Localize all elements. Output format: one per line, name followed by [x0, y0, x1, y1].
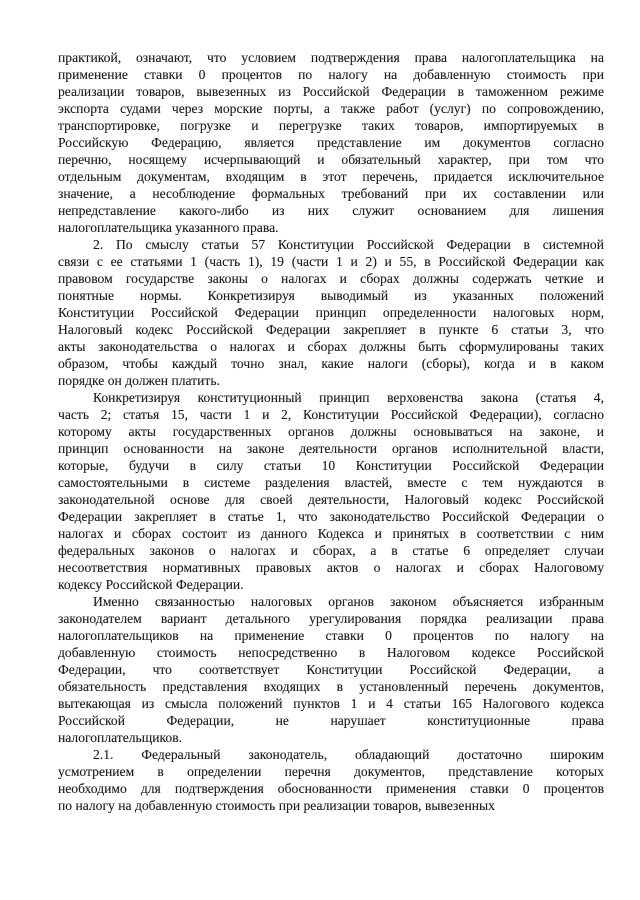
text-line: правовом государстве законы о налогах и сборах должны содержать четкие и — [58, 271, 604, 286]
text-line: налогоплательщиков на применение ставки 0 процентов по налогу на — [58, 628, 604, 643]
text-line: усмотрением в определении перечня документов, представление которых — [58, 764, 604, 779]
text-line: кодексу Российской Федерации. — [58, 577, 244, 592]
text-line: Федерации, что соответствует Конституции Российской Федерации, а — [58, 662, 604, 677]
text-line: перечню, носящему исчерпывающий и обязательный характер, при том что — [58, 152, 604, 167]
text-line: федеральных законов о налогах и сборах, а в статье 6 определяет случаи — [58, 543, 604, 558]
text-line: обязательность представления входящих в установленный перечень документов, — [58, 679, 604, 694]
text-line: Конкретизируя конституционный принцип верховенства закона (статья 4, — [93, 390, 604, 405]
text-line: часть 2; статья 15, части 1 и 2, Конституции Российской Федерации), согласно — [58, 407, 604, 422]
text-line: законодательной основе для своей деятельности, Налоговый кодекс Российской — [58, 492, 604, 507]
paragraph — [58, 389, 604, 593]
text-line: применение ставки 0 процентов по налогу на добавленную стоимость при — [58, 67, 604, 82]
text-block — [58, 49, 604, 814]
paragraph — [58, 593, 604, 746]
text-line: Российской Федерации, не нарушает конституционные права — [58, 713, 604, 728]
text-line: непредставление какого-либо из них служит основанием для лишения — [58, 203, 604, 218]
text-line: необходимо для подтверждения обоснованности применения ставки 0 процентов — [58, 781, 604, 796]
text-line: 2. По смыслу статьи 57 Конституции Российской Федерации в системной — [93, 237, 604, 252]
text-line: реализации товаров, вывезенных из Российской Федерации в таможенном режиме — [58, 84, 604, 99]
text-line: вытекающая из смысла положений пунктов 1 и 4 статьи 165 Налогового кодекса — [58, 696, 604, 711]
text-line: которые, будучи в силу статьи 10 Конституции Российской Федерации — [58, 458, 604, 473]
text-line: Российскую Федерацию, является представление им документов согласно — [58, 135, 604, 150]
text-line: значение, а несоблюдение формальных требований при их составлении или — [58, 186, 604, 201]
text-line: понятные нормы. Конкретизируя выводимый из указанных положений — [58, 288, 604, 303]
text-line: самостоятельными в системе разделения властей, вместе с тем нуждаются в — [58, 475, 604, 490]
text-line: по налогу на добавленную стоимость при реализации товаров, вывезенных — [58, 798, 495, 813]
text-line: практикой, означают, что условием подтверждения права налогоплательщика на — [58, 50, 604, 65]
text-line: налогоплательщиков. — [58, 730, 183, 745]
text-line: законодателем вариант детального урегулирования порядка реализации права — [58, 611, 604, 626]
text-line: налогоплательщика указанного права. — [58, 220, 279, 235]
text-line: транспортировке, погрузке и перегрузке таких товаров, импортируемых в — [58, 118, 604, 133]
text-line: порядке он должен платить. — [58, 373, 220, 388]
text-line: Федерации закрепляет в статье 1, что законодательство Российской Федерации о — [58, 509, 604, 524]
text-line: отдельным документам, входящим в этот перечень, придается исключительное — [58, 169, 604, 184]
paragraph — [58, 746, 604, 814]
text-line: акты законодательства о налогах и сборах должны быть сформулированы таких — [58, 339, 604, 354]
paragraph — [58, 49, 604, 236]
text-line: образом, чтобы каждый точно знал, какие налоги (сборы), когда и в каком — [58, 356, 604, 371]
text-line: несоответствия нормативных правовых актов о налогах и сборах Налоговому — [58, 560, 604, 575]
text-line: связи с ее статьями 1 (часть 1), 19 (части 1 и 2) и 55, в Российской Федерации как — [58, 254, 604, 269]
text-line: Именно связанностью налоговых органов законом объясняется избранным — [93, 594, 604, 609]
paragraph — [58, 236, 604, 389]
text-line: которому акты государственных органов должны основываться на законе, и — [58, 424, 604, 439]
text-line: налогах и сборах состоит из данного Кодекса и принятых в соответствии с ним — [58, 526, 604, 541]
text-line: экспорта судами через морские порты, а также работ (услуг) по сопровождению, — [58, 101, 604, 116]
text-line: 2.1. Федеральный законодатель, обладающий достаточно широким — [93, 747, 604, 762]
text-line: принцип основанности на законе деятельности органов исполнительной власти, — [58, 441, 604, 456]
text-line: добавленную стоимость непосредственно в Налоговом кодексе Российской — [58, 645, 604, 660]
text-line: Налоговый кодекс Российской Федерации закрепляет в пункте 6 статьи 3, что — [58, 322, 604, 337]
text-line: Конституции Российской Федерации принцип определенности налоговых норм, — [58, 305, 604, 320]
